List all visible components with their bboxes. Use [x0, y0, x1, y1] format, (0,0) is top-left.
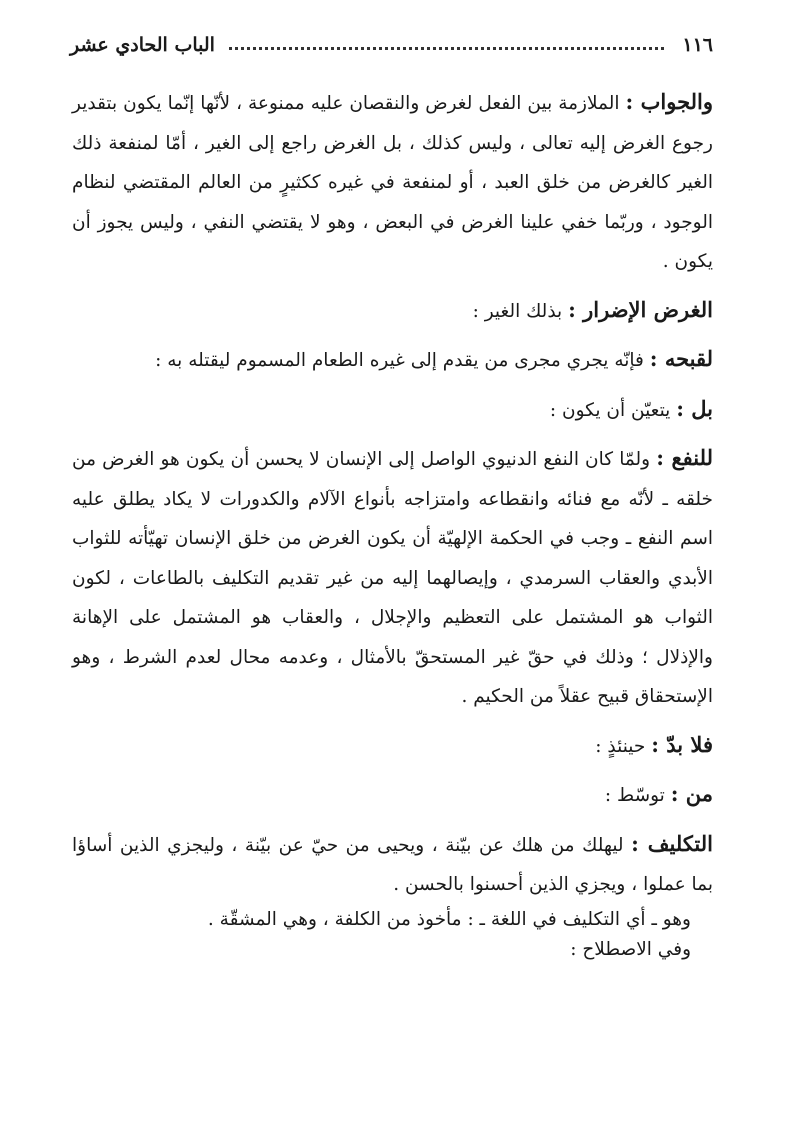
paragraph-text: توسّط : — [604, 785, 671, 806]
paragraph-rather — [72, 389, 713, 431]
paragraph-mediation — [72, 774, 713, 816]
chapter-title: الباب الحادي عشر — [70, 34, 215, 56]
keyword: الغرض الإضرار : — [568, 296, 713, 322]
keyword: فلا بدّ : — [651, 731, 713, 757]
keyword: والجواب : — [625, 89, 713, 114]
paragraph-text: الملازمة بين الفعل لغرض والنقصان عليه ممنوعة ، لأنّها إنّما يكون بتقدير رجوع الغرض إليه تعالى ، وليس كذلك ، بل الغرض راجع إلى الغير ، أمّا لمنفعة ذلك الغير كالغرض من خلق العبد ، أو لمنفعة في غيره ككثيرٍ من العالم المقتضي لنظام الوجود ، وربّما خفي علينا الغرض في البعض ، وهو لا يقتضي النفي ، وليس يجوز أن يكون . — [72, 93, 713, 272]
paragraph-benefit — [72, 438, 713, 717]
paragraph-necessity — [72, 725, 713, 767]
page-number: ١١٦ — [682, 34, 713, 56]
line-linguistic-definition: وهو ـ أي التكليف في اللغة ـ : مأخوذ من الكلفة ، وهي المشقّة . — [207, 908, 691, 930]
keyword: من : — [670, 781, 713, 806]
paragraph-answer — [72, 82, 713, 282]
paragraph-text: بذلك الغير : — [472, 300, 569, 322]
page-header — [70, 28, 713, 62]
page-body — [72, 82, 713, 966]
paragraph-text: ليهلك من هلك عن بيّنة ، ويحيى من حيّ عن بيّنة ، وليجزي الذين أساؤا بما عملوا ، ويجزي الذين أحسنوا بالحسن . — [72, 834, 713, 895]
keyword: لقبحه : — [649, 346, 713, 371]
paragraph-text: يتعيّن أن يكون : — [549, 399, 677, 421]
keyword: بل : — [676, 395, 713, 421]
paragraph-text: فإنّه يجري مجرى من يقدم إلى غيره الطعام المسموم ليقتله به : — [155, 350, 650, 371]
paragraph-text: ولمّا كان النفع الدنيوي الواصل إلى الإنسان لا يحسن أن يكون هو الغرض من خلقه ـ لأنّه مع فنائه وانقطاعه وامتزاجه بأنواع الآلام والكدورات لا يكاد يطلق عليه اسم النفع ـ وجب في الحكمة الإلهيّة أن يكون الغرض من خلق الإنسان تهيّأته للثواب الأبدي والعقاب السرمدي ، وإيصالهما إليه من غير تقديم التكليف بالطاعات ، لكون الثواب هو المشتمل على التعظيم والإجلال ، والعقاب هو المشتمل على الإهانة والإذلال ؛ وذلك في حقّ غير المستحقّ بالأمثال ، وعدمه محال لعدم الشرط ، وهو الإستحقاق قبيح عقلاً من الحكيم . — [72, 449, 713, 707]
paragraph-obligation — [72, 824, 713, 905]
keyword: التكليف : — [631, 830, 713, 856]
header-dot-leader — [229, 47, 664, 50]
line-technical-definition: وفي الاصطلاح : — [570, 939, 691, 960]
paragraph-ugliness — [72, 339, 713, 381]
paragraph-text: حينئذٍ : — [595, 735, 652, 757]
paragraph-harm-purpose — [72, 290, 713, 332]
keyword: للنفع : — [656, 445, 713, 470]
